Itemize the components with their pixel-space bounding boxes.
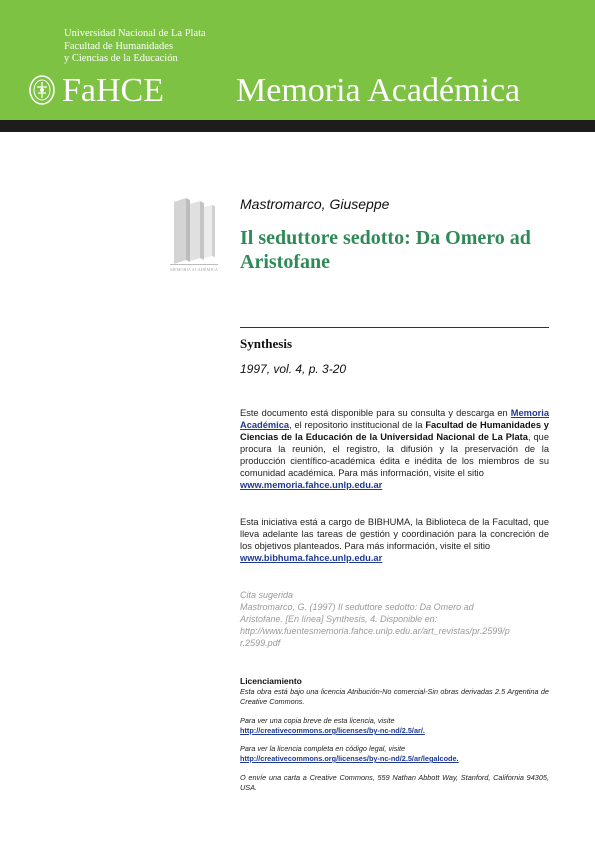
brand-name: FaHCE bbox=[62, 72, 164, 109]
article-author: Mastromarco, Giuseppe bbox=[240, 196, 390, 212]
header-band bbox=[0, 0, 595, 120]
suggested-citation-line-2: Aristofane. [En línea] Synthesis, 4. Disponible en: bbox=[240, 614, 438, 624]
license-copy-link[interactable]: http://creativecommons.org/licenses/by-nc-nd/2.5/ar/. bbox=[240, 726, 425, 735]
license-heading: Licenciamiento bbox=[240, 676, 302, 686]
bibhuma-paragraph bbox=[240, 516, 549, 564]
university-seal-icon bbox=[28, 74, 56, 106]
suggested-citation-line-4: r.2599.pdf bbox=[240, 638, 281, 648]
header-divider-bar bbox=[0, 120, 595, 132]
repository-name: Memoria Académica bbox=[236, 72, 521, 109]
bibhuma-text: Esta iniciativa está a cargo de BIBHUMA, la Biblioteca de la Facultad, que lleva adelante las tareas de gestión y coordinación para la concreción de los objetivos planteados. Para más información, visite el sitio bbox=[240, 517, 549, 551]
journal-name: Synthesis bbox=[240, 336, 293, 351]
university-name: Universidad Nacional de La Plata bbox=[64, 28, 206, 39]
memoria-academica-link[interactable]: Memoria Académica bbox=[240, 408, 549, 430]
suggested-citation-line-1: Mastromarco, G. (1997) Il seduttore sedotto: Da Omero ad bbox=[240, 602, 474, 612]
intro-text-1: Este documento está disponible para su consulta y descarga en bbox=[240, 408, 511, 418]
citation-details: 1997, vol. 4, p. 3-20 bbox=[240, 362, 347, 376]
suggested-citation bbox=[240, 589, 549, 649]
availability-paragraph bbox=[240, 407, 549, 491]
faculty-bold-text: Facultad de Humanidades y Ciencias de la Educación de la Universidad Nacional de La Plata bbox=[240, 420, 549, 442]
license-letter-text: O envíe una carta a Creative Commons, 559 Nathan Abbott Way, Stanford, California 94305, USA. bbox=[240, 773, 549, 792]
bibhuma-website-link[interactable]: www.bibhuma.fahce.unlp.edu.ar bbox=[240, 553, 383, 563]
intro-text-2: , el repositorio institucional de la bbox=[289, 420, 426, 430]
intro-text-3: , que procura la reunión, el registro, la difusión y la preservación de la producción científico-académica édita e inédita de los miembros de su comunidad académica. Para más información, visite el sitio bbox=[240, 432, 549, 478]
logo-caption: MEMORIA ACADÉMICA bbox=[170, 267, 219, 272]
title-divider bbox=[240, 327, 549, 328]
faculty-name-line2: y Ciencias de la Educación bbox=[64, 53, 178, 64]
memoria-website-link[interactable]: www.memoria.fahce.unlp.edu.ar bbox=[240, 480, 383, 490]
columns-logo-icon bbox=[166, 198, 222, 274]
suggested-citation-line-3: http://www.fuentesmemoria.fahce.unlp.edu.ar/art_revistas/pr.2599/p bbox=[240, 626, 510, 636]
license-full-link[interactable]: http://creativecommons.org/licenses/by-nc-nd/2.5/ar/legalcode. bbox=[240, 754, 459, 763]
suggested-citation-label: Cita sugerida bbox=[240, 590, 294, 600]
article-title: Il seduttore sedotto: Da Omero ad Aristofane bbox=[240, 227, 531, 273]
license-text: Esta obra está bajo una licencia Atribución-No comercial-Sin obras derivadas 2.5 Argentina de Creative Commons. bbox=[240, 687, 549, 706]
license-copy-text: Para ver una copia breve de esta licencia, visite bbox=[240, 716, 395, 725]
license-full-text: Para ver la licencia completa en código legal, visite bbox=[240, 744, 406, 753]
faculty-name-line1: Facultad de Humanidades bbox=[64, 41, 174, 52]
